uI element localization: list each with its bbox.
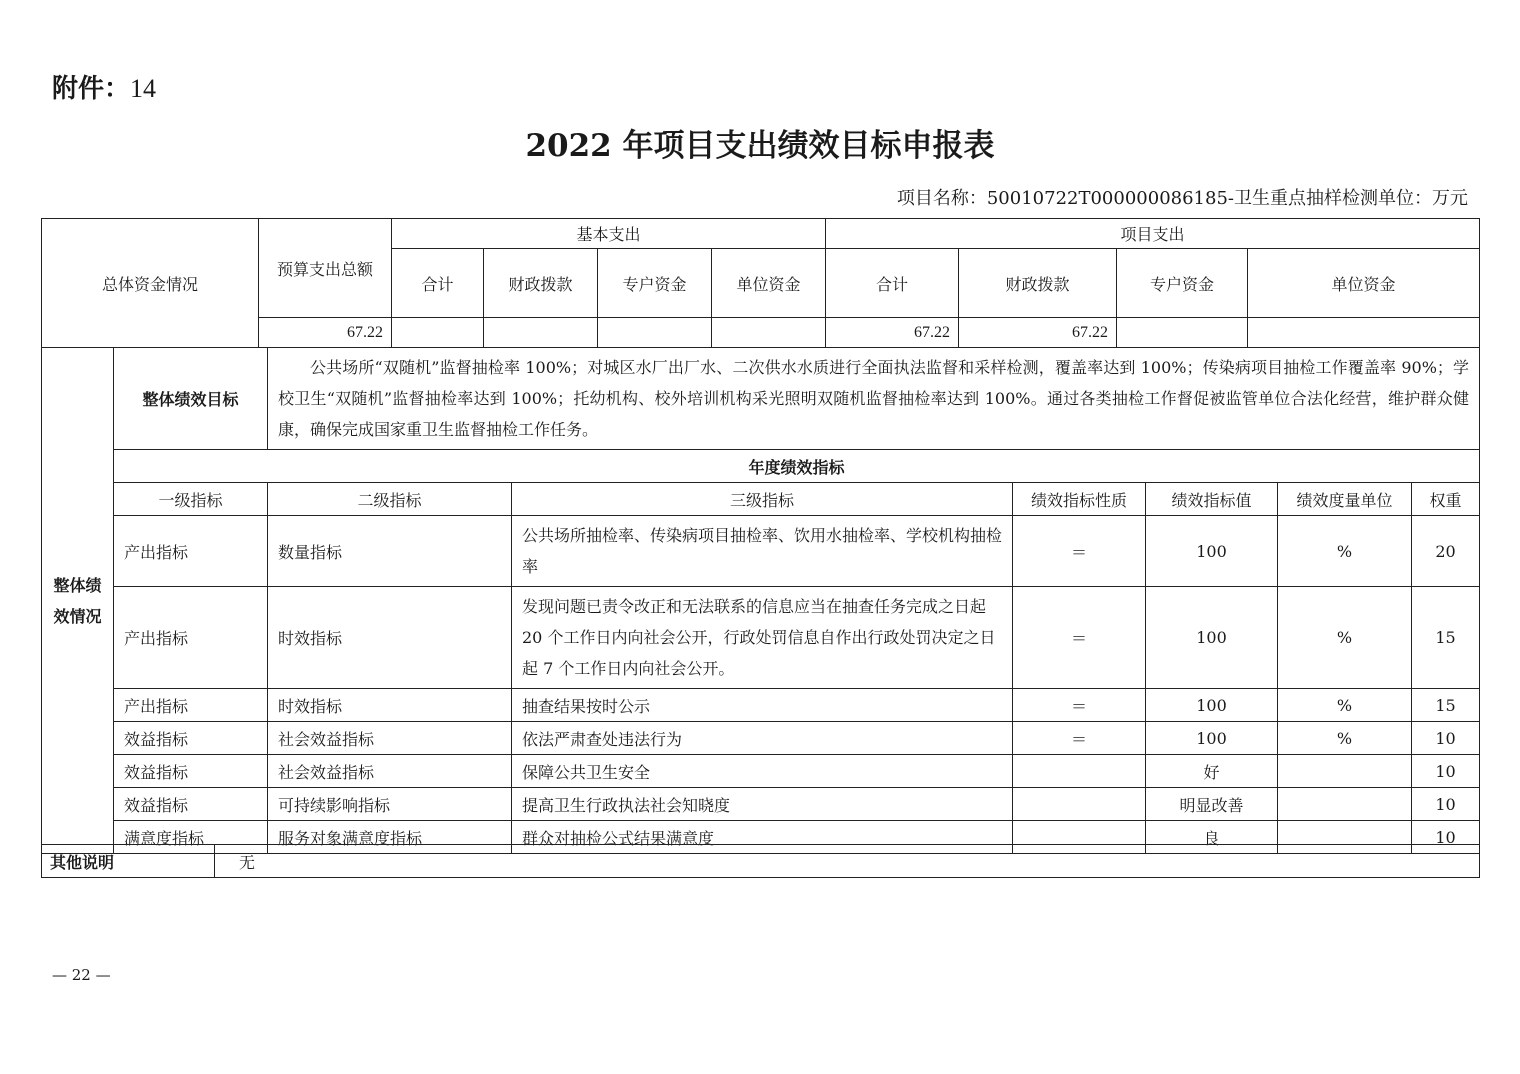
col-header-weight: 权重: [1412, 483, 1480, 516]
nature-cell: ＝: [1013, 722, 1146, 755]
level3-cell: 群众对抽检公式结果满意度: [512, 821, 1013, 854]
project-col-special: 专户资金: [1117, 249, 1248, 318]
col-header-unit: 绩效度量单位: [1278, 483, 1412, 516]
unit-cell: [1278, 755, 1412, 788]
basic-expense-header: 基本支出: [392, 219, 826, 249]
attachment-label: 附件：14: [52, 74, 157, 104]
project-total-value: 67.22: [826, 318, 959, 348]
attachment-number: 14: [130, 74, 157, 103]
level1-cell: 效益指标: [114, 788, 268, 821]
level3-cell: 抽查结果按时公示: [512, 689, 1013, 722]
level1-cell: 效益指标: [114, 722, 268, 755]
table-row: [42, 788, 1480, 821]
table-row: [42, 689, 1480, 722]
col-header-nature: 绩效指标性质: [1013, 483, 1146, 516]
table-row: [42, 755, 1480, 788]
unit-cell: %: [1278, 516, 1412, 587]
annual-indicators-header: 年度绩效指标: [114, 450, 1480, 483]
basic-total-value: [392, 318, 484, 348]
weight-cell: 20: [1412, 516, 1480, 587]
value-cell: 100: [1146, 587, 1278, 689]
level2-cell: 社会效益指标: [268, 722, 512, 755]
basic-col-fiscal: 财政拨款: [484, 249, 598, 318]
value-cell: 良: [1146, 821, 1278, 854]
performance-table: [41, 347, 1480, 854]
project-col-total: 合计: [826, 249, 959, 318]
page-number: — 22 —: [52, 966, 111, 984]
value-cell: 100: [1146, 722, 1278, 755]
other-notes-table: [41, 844, 1480, 878]
weight-cell: 15: [1412, 689, 1480, 722]
level3-cell: 保障公共卫生安全: [512, 755, 1013, 788]
col-header-level1: 一级指标: [114, 483, 268, 516]
unit-cell: %: [1278, 587, 1412, 689]
level1-cell: 产出指标: [114, 689, 268, 722]
level2-cell: 社会效益指标: [268, 755, 512, 788]
level1-cell: 产出指标: [114, 516, 268, 587]
level3-cell: 发现问题已责令改正和无法联系的信息应当在抽查任务完成之日起 20 个工作日内向社会公开，行政处罚信息自作出行政处罚决定之日起 7 个工作日内向社会公开。: [512, 587, 1013, 689]
page-title: 2022 年项目支出绩效目标申报表: [525, 128, 995, 164]
project-expense-header: 项目支出: [826, 219, 1480, 249]
level3-cell: 公共场所抽检率、传染病项目抽检率、饮用水抽检率、学校机构抽检率: [512, 516, 1013, 587]
weight-cell: 10: [1412, 788, 1480, 821]
project-fiscal-value: 67.22: [959, 318, 1117, 348]
goal-label: 整体绩效目标: [114, 348, 268, 450]
budget-total-header: 预算支出总额: [259, 219, 392, 318]
table-row: [42, 587, 1480, 689]
basic-fiscal-value: [484, 318, 598, 348]
funds-row-label: 总体资金情况: [42, 219, 259, 348]
value-cell: 好: [1146, 755, 1278, 788]
level2-cell: 服务对象满意度指标: [268, 821, 512, 854]
basic-col-special: 专户资金: [598, 249, 712, 318]
project-name-line: 项目名称：50010722T000000086185-卫生重点抽样检测单位：万元: [896, 188, 1468, 209]
weight-cell: 15: [1412, 587, 1480, 689]
project-col-unit: 单位资金: [1248, 249, 1480, 318]
unit-cell: [1278, 788, 1412, 821]
level2-cell: 时效指标: [268, 689, 512, 722]
project-special-value: [1117, 318, 1248, 348]
performance-section-label: 整体绩效情况: [42, 348, 114, 854]
unit-cell: %: [1278, 722, 1412, 755]
level2-cell: 数量指标: [268, 516, 512, 587]
nature-cell: [1013, 755, 1146, 788]
weight-cell: 10: [1412, 821, 1480, 854]
basic-col-unit: 单位资金: [712, 249, 826, 318]
budget-total-value: 67.22: [259, 318, 392, 348]
basic-col-total: 合计: [392, 249, 484, 318]
level1-cell: 效益指标: [114, 755, 268, 788]
col-header-value: 绩效指标值: [1146, 483, 1278, 516]
basic-special-value: [598, 318, 712, 348]
unit-cell: %: [1278, 689, 1412, 722]
project-unit-value: [1248, 318, 1480, 348]
value-cell: 明显改善: [1146, 788, 1278, 821]
goal-text: 公共场所“双随机”监督抽检率 100%；对城区水厂出厂水、二次供水水质进行全面执法监督和采样检测，覆盖率达到 100%；传染病项目抽检工作覆盖率 90%；学校卫生“双随机”监督抽检率达到 100%；托幼机构、校外培训机构采光照明双随机监督抽检率达到 100%。通过各类抽检工作督促被监管单位合法化经营，维护群众健康，确保完成国家重卫生监督抽检工作任务。: [268, 348, 1480, 450]
project-col-fiscal: 财政拨款: [959, 249, 1117, 318]
funds-table: [41, 218, 1480, 348]
nature-cell: ＝: [1013, 689, 1146, 722]
value-cell: 100: [1146, 689, 1278, 722]
other-notes-label: 其他说明: [42, 845, 215, 878]
nature-cell: [1013, 788, 1146, 821]
weight-cell: 10: [1412, 722, 1480, 755]
nature-cell: ＝: [1013, 516, 1146, 587]
nature-cell: ＝: [1013, 587, 1146, 689]
level1-cell: 满意度指标: [114, 821, 268, 854]
table-row: [42, 722, 1480, 755]
basic-unit-value: [712, 318, 826, 348]
col-header-level2: 二级指标: [268, 483, 512, 516]
value-cell: 100: [1146, 516, 1278, 587]
level2-cell: 时效指标: [268, 587, 512, 689]
level3-cell: 提高卫生行政执法社会知晓度: [512, 788, 1013, 821]
other-notes-value: 无: [215, 845, 1480, 878]
col-header-level3: 三级指标: [512, 483, 1013, 516]
weight-cell: 10: [1412, 755, 1480, 788]
level1-cell: 产出指标: [114, 587, 268, 689]
level2-cell: 可持续影响指标: [268, 788, 512, 821]
level3-cell: 依法严肃查处违法行为: [512, 722, 1013, 755]
table-row: [42, 516, 1480, 587]
